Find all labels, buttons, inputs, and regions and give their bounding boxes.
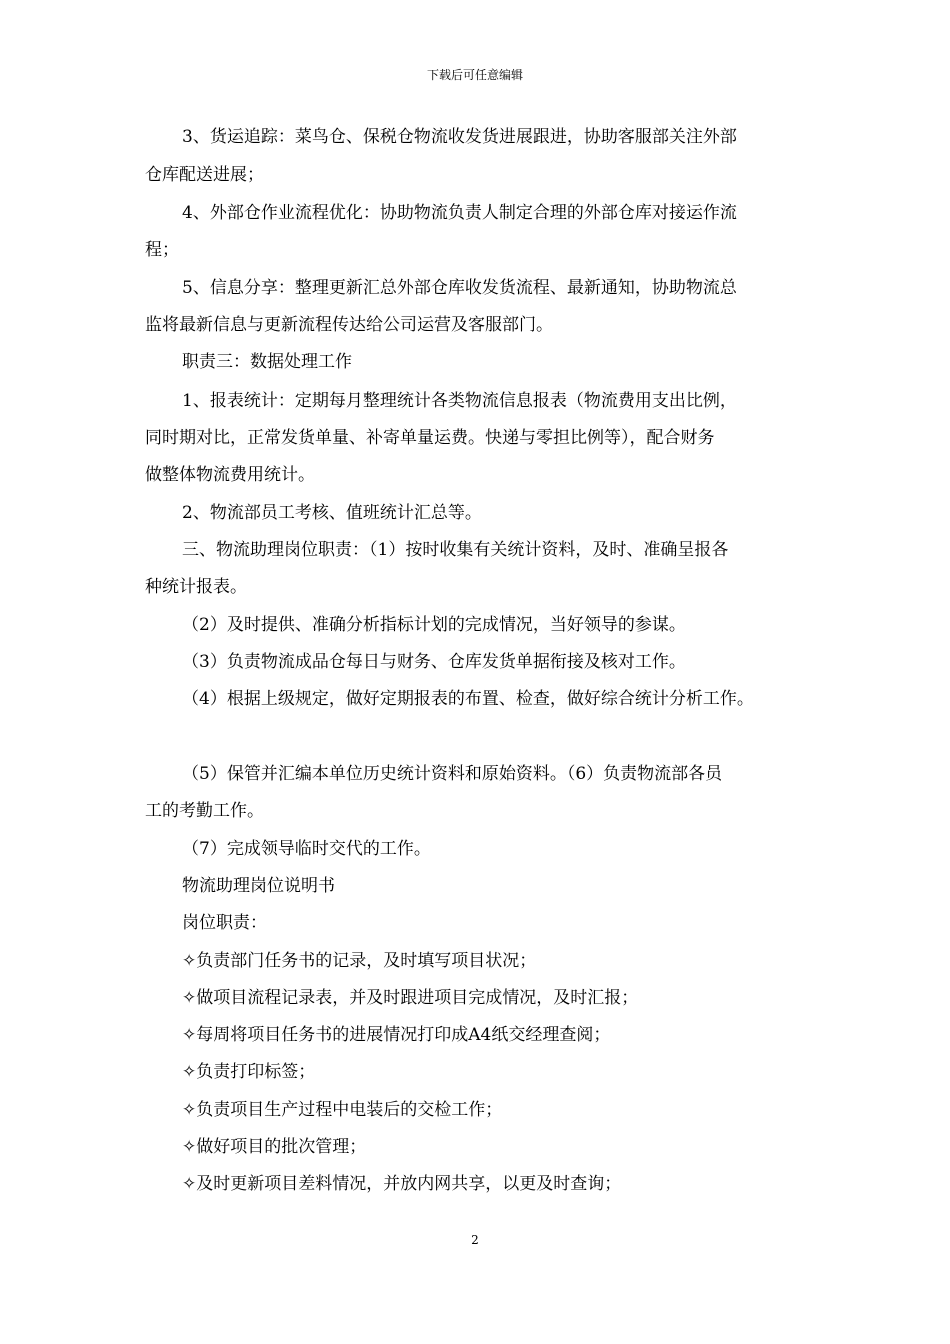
- text-line: 种统计报表。: [145, 577, 247, 597]
- text-line: 工的考勤工作。: [145, 801, 264, 821]
- text-line: ✧负责打印标签；: [182, 1062, 316, 1082]
- text-line: ✧做好项目的批次管理；: [182, 1137, 367, 1157]
- text-line: ✧及时更新项目差料情况，并放内网共享，以更及时查询；: [182, 1174, 622, 1194]
- text-line: 1、报表统计：定期每月整理统计各类物流信息报表（物流费用支出比例，: [182, 391, 737, 411]
- text-line: 5、信息分享：整理更新汇总外部仓库收发货流程、最新通知，协助物流总: [182, 278, 737, 298]
- text-line: ✧负责部门任务书的记录，及时填写项目状况；: [182, 951, 537, 971]
- text-line: 监将最新信息与更新流程传达给公司运营及客服部门。: [145, 315, 553, 335]
- text-line: 3、货运追踪：菜鸟仓、保税仓物流收发货进展跟进，协助客服部关注外部: [182, 127, 737, 147]
- text-line: 程；: [145, 240, 179, 260]
- page-header: 下载后可任意编辑: [426, 68, 523, 82]
- text-line: 仓库配送进展；: [145, 165, 264, 185]
- text-line: 同时期对比，正常发货单量、补寄单量运费。快递与零担比例等），配合财务: [145, 428, 715, 448]
- text-line: ✧每周将项目任务书的进展情况打印成A4纸交经理查阅；: [182, 1025, 611, 1045]
- page-number: 2: [471, 1233, 479, 1247]
- text-line: （4）根据上级规定，做好定期报表的布置、检查，做好综合统计分析工作。: [182, 689, 754, 709]
- text-line: 物流助理岗位说明书: [182, 876, 335, 896]
- text-line: 2、物流部员工考核、值班统计汇总等。: [182, 503, 482, 523]
- text-line: ✧负责项目生产过程中电装后的交检工作；: [182, 1100, 503, 1120]
- text-line: ✧做项目流程记录表，并及时跟进项目完成情况，及时汇报；: [182, 988, 639, 1008]
- text-line: （3）负责物流成品仓每日与财务、仓库发货单据衔接及核对工作。: [182, 652, 686, 672]
- text-line: 岗位职责：: [182, 913, 267, 933]
- text-line: （2）及时提供、准确分析指标计划的完成情况，当好领导的参谋。: [182, 615, 686, 635]
- text-line: 职责三：数据处理工作: [182, 352, 352, 372]
- text-line: （5）保管并汇编本单位历史统计资料和原始资料。（6）负责物流部各员: [182, 764, 723, 784]
- text-line: 做整体物流费用统计。: [145, 465, 315, 485]
- text-line: （7）完成领导临时交代的工作。: [182, 839, 431, 859]
- text-line: 三、物流助理岗位职责：（1）按时收集有关统计资料，及时、准确呈报各: [182, 540, 729, 560]
- text-line: 4、外部仓作业流程优化：协助物流负责人制定合理的外部仓库对接运作流: [182, 203, 737, 223]
